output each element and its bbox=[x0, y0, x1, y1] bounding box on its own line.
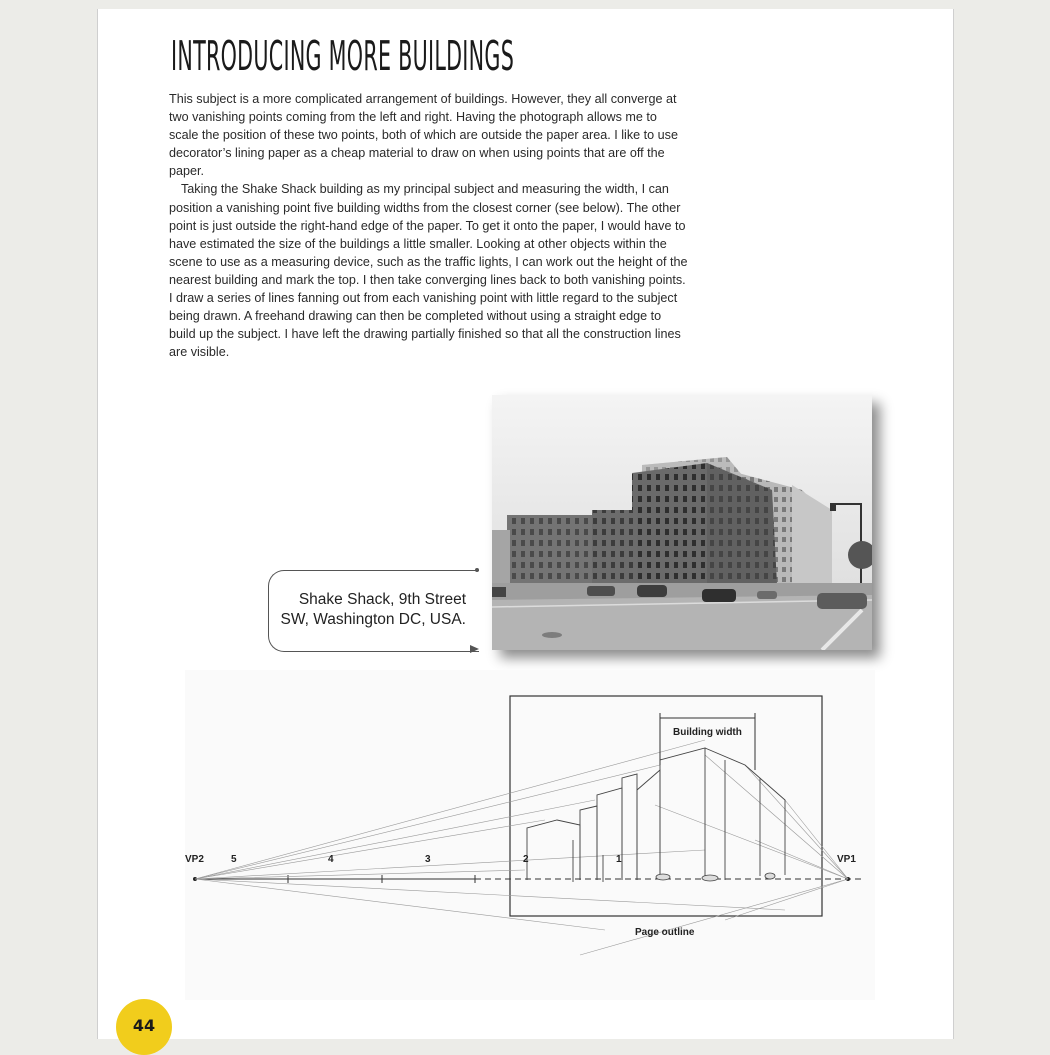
perspective-sketch bbox=[185, 670, 875, 1000]
mark-5: 5 bbox=[231, 854, 237, 865]
page-number: 44 bbox=[132, 1016, 156, 1035]
caption-arrows bbox=[470, 564, 484, 658]
mark-3: 3 bbox=[425, 854, 431, 865]
caption-line-2: SW, Washington DC, USA. bbox=[280, 611, 466, 628]
caption-line-1: Shake Shack, 9th Street bbox=[298, 591, 466, 608]
paragraph-2: Taking the Shake Shack building as my principal subject and measuring the width, I can position a vanishing point five building widths from the closest corner (see below). The other point is just outside the right-hand edge of the paper. To get it onto the paper, I would have to have estimated the size of the buildings a little smaller. Looking at other objects within the scene to use as a measuring device, such as the traffic lights, I can work out the height of the nearest building and mark the top. I then take converging lines back to both vanishing points. I draw a series of lines fanning out from each vanishing point with little regard to the subject being drawn. A freehand drawing can then be completed without using a straight edge to build up the subject. I have left the drawing partially finished so that all the construction lines are visible. bbox=[169, 182, 688, 360]
building-width-label: Building width bbox=[673, 727, 742, 738]
mark-4: 4 bbox=[328, 854, 334, 865]
photo-caption bbox=[268, 590, 466, 630]
page-outline-label: Page outline bbox=[635, 927, 695, 938]
mark-1: 1 bbox=[616, 854, 622, 865]
street-photo bbox=[492, 395, 872, 650]
mark-2: 2 bbox=[523, 854, 529, 865]
page-heading: INTRODUCING MORE BUILDINGS bbox=[171, 32, 515, 80]
paragraph-1: This subject is a more complicated arrangement of buildings. However, they all converge at two vanishing points coming from the left and right. Having the photograph allows me to scale the position of these two points, both of which are outside the paper area. I like to use decorator’s lining paper as a cheap material to draw on when using points that are off the paper. bbox=[169, 92, 678, 179]
body-text bbox=[169, 90, 689, 361]
vp2-label: VP2 bbox=[185, 854, 204, 865]
vp1-label: VP1 bbox=[837, 854, 856, 865]
